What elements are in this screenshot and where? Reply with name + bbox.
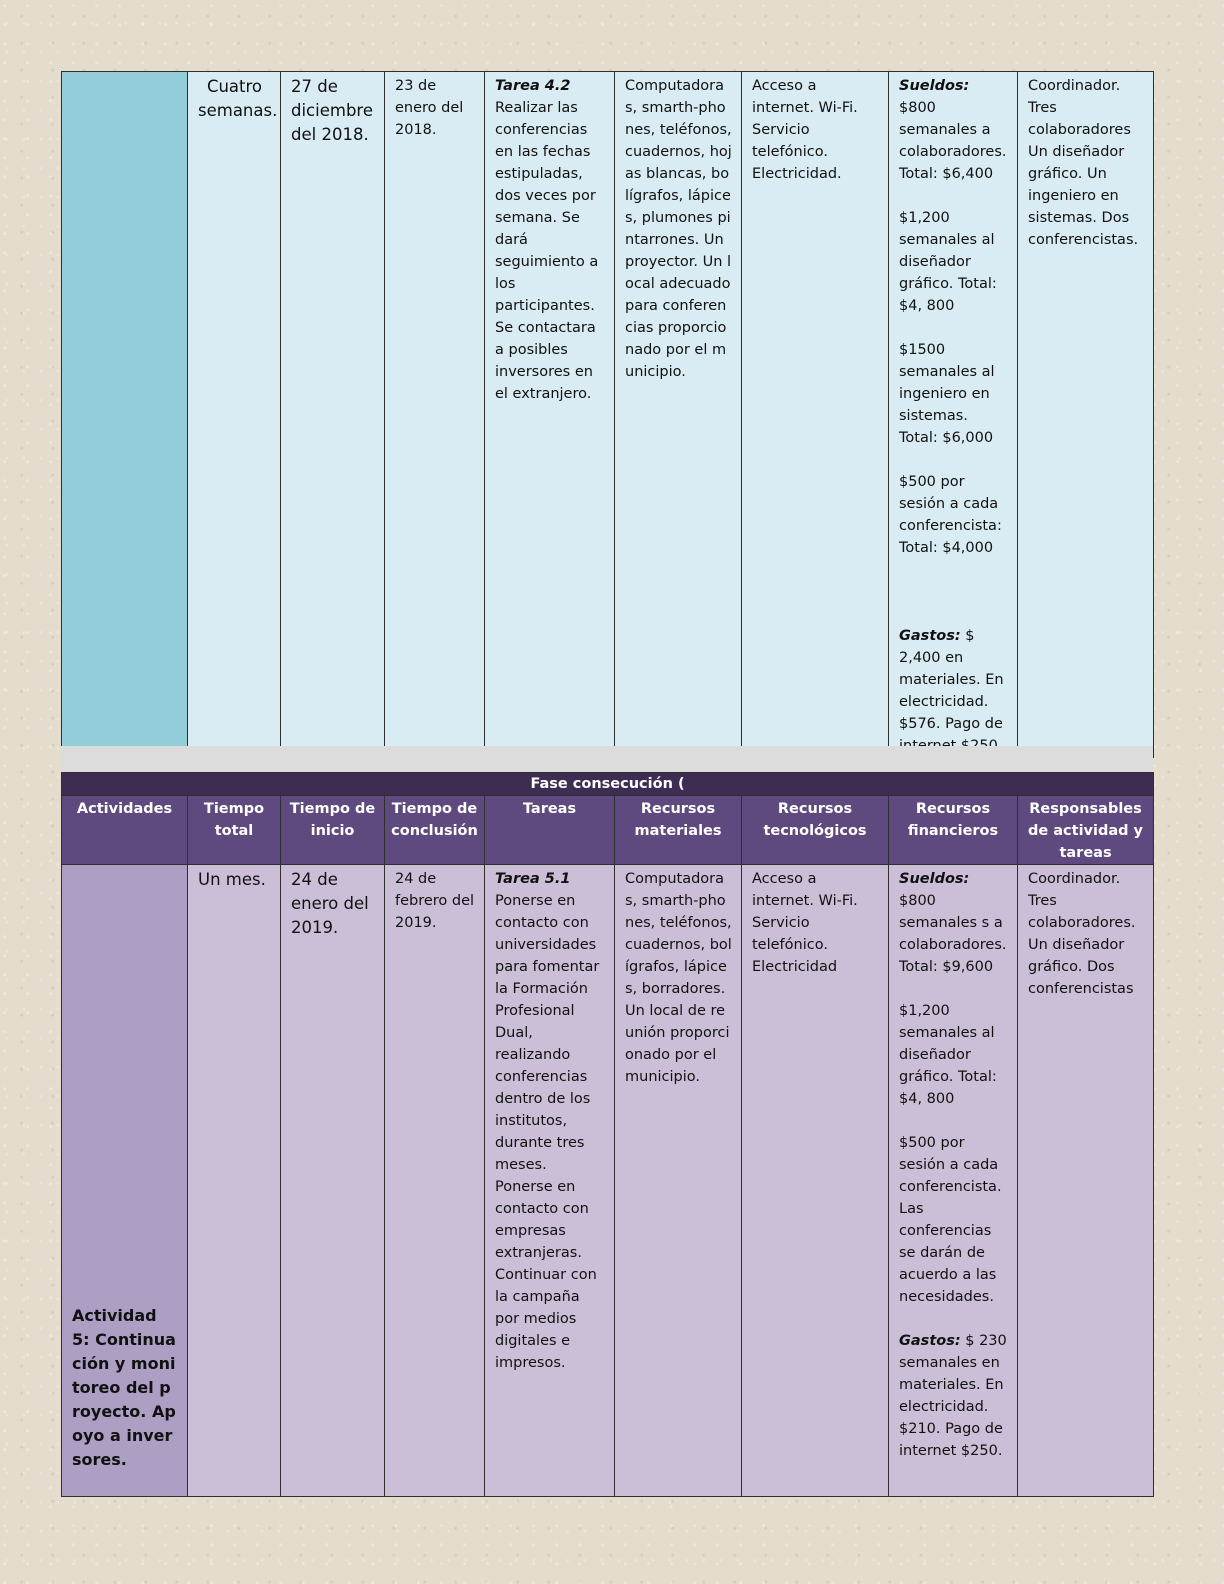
gastos-text: $ 230 semanales en materiales. En electricidad. $210. Pago de internet $250. — [899, 1333, 1007, 1459]
gastos-label: Gastos: — [899, 1333, 961, 1349]
sueldos-text: $1500 semanales al ingeniero en sistemas. Total: $6,000 — [899, 342, 995, 446]
sueldos-text: $1,200 semanales al diseñador gráfico. Total: $4, 800 — [899, 210, 997, 314]
responsables-cell: Coordinador. Tres colaboradores. Un diseñador gráfico. Dos conferencistas — [1018, 865, 1154, 1497]
table-row — [62, 72, 1154, 758]
header-tiempo-inicio: Tiempo de inicio — [281, 796, 385, 865]
header-recursos-financieros: Recursos financieros — [889, 796, 1018, 865]
recursos-materiales-cell: Computadoras, smarth-phones, teléfonos, cuadernos, bolígrafos, lápices, borradores. Un local de reunión proporcionado por el municipio. — [615, 865, 742, 1497]
separator-band — [61, 746, 1153, 772]
tiempo-inicio-cell: 27 de diciembre del 2018. — [281, 72, 385, 758]
tiempo-conclusion-cell: 24 de febrero del 2019. — [385, 865, 485, 1497]
task-title: Tarea 4.2 — [495, 78, 571, 94]
gastos-text: $ 2,400 en materiales. En electricidad. $576. Pago de — [899, 628, 1004, 732]
sueldos-text: $800 semanales a colaboradores. Total: $6,400 — [899, 100, 1007, 182]
sueldos-text: $500 por sesión a cada conferencista: Total: $4,000 — [899, 474, 1002, 556]
gastos-label: Gastos: — [899, 628, 961, 644]
header-tiempo-conclusion: Tiempo de conclusión — [385, 796, 485, 865]
phase-title: Fase consecución ( — [62, 773, 1154, 796]
sueldos-text: $800 semanales s a colaboradores. Total: $9,600 — [899, 893, 1007, 975]
table-row — [62, 865, 1154, 1497]
responsables-cell: Coordinador. Tres colaboradores Un diseñador gráfico. Un ingeniero en sistemas. Dos conferencistas. — [1018, 72, 1154, 758]
phase-title-row — [62, 773, 1154, 796]
tiempo-conclusion-cell: 23 de enero del 2018. — [385, 72, 485, 758]
tiempo-total-cell: Cuatro semanas. — [188, 72, 281, 758]
previous-phase-table — [61, 71, 1154, 758]
phase-table — [61, 772, 1154, 1497]
task-text: Realizar las conferencias en las fechas estipuladas, dos veces por semana. Se dará seguimiento a los participantes. Se contactara a posibles inversores en el extranjero. — [495, 100, 599, 402]
sueldos-text: $1,200 semanales al diseñador gráfico. Total: $4, 800 — [899, 1003, 997, 1107]
sueldos-label: Sueldos: — [899, 78, 970, 94]
activity-cell: Actividad 5: Continuación y monitoreo del proyecto. Apoyo a inversores. — [62, 865, 188, 1497]
recursos-financieros-cell — [889, 72, 1018, 758]
recursos-tecnologicos-cell: Acceso a internet. Wi-Fi. Servicio telefónico. Electricidad — [742, 865, 889, 1497]
tiempo-inicio-cell: 24 de enero del 2019. — [281, 865, 385, 1497]
header-actividades: Actividades — [62, 796, 188, 865]
header-row — [62, 796, 1154, 865]
sueldos-label: Sueldos: — [899, 871, 970, 887]
tareas-cell — [485, 865, 615, 1497]
header-responsables: Responsables de actividad y tareas — [1018, 796, 1154, 865]
recursos-financieros-cell — [889, 865, 1018, 1497]
header-tareas: Tareas — [485, 796, 615, 865]
header-tiempo-total: Tiempo total — [188, 796, 281, 865]
recursos-materiales-cell: Computadoras, smarth-phones, teléfonos, cuadernos, hojas blancas, bolígrafos, lápices, plumones pintarrones. Un proyector. Un local adecuado para conferencias proporcionado por el municipio. — [615, 72, 742, 758]
activity-cell — [62, 72, 188, 758]
sueldos-text: $500 por sesión a cada conferencista. Las conferencias se darán de acuerdo a las necesidades. — [899, 1135, 1002, 1305]
tiempo-total-cell: Un mes. — [188, 865, 281, 1497]
task-text: Ponerse en contacto con universidades para fomentar la Formación Profesional Dual, realizando conferencias dentro de los institutos, durante tres meses. Ponerse en contacto con empresas extranjeras. Continuar con la campaña por medios digitales e impresos. — [495, 893, 600, 1371]
tareas-cell — [485, 72, 615, 758]
task-title: Tarea 5.1 — [495, 871, 571, 887]
header-recursos-materiales: Recursos materiales — [615, 796, 742, 865]
header-recursos-tecnologicos: Recursos tecnológicos — [742, 796, 889, 865]
recursos-tecnologicos-cell: Acceso a internet. Wi-Fi. Servicio telefónico. Electricidad. — [742, 72, 889, 758]
